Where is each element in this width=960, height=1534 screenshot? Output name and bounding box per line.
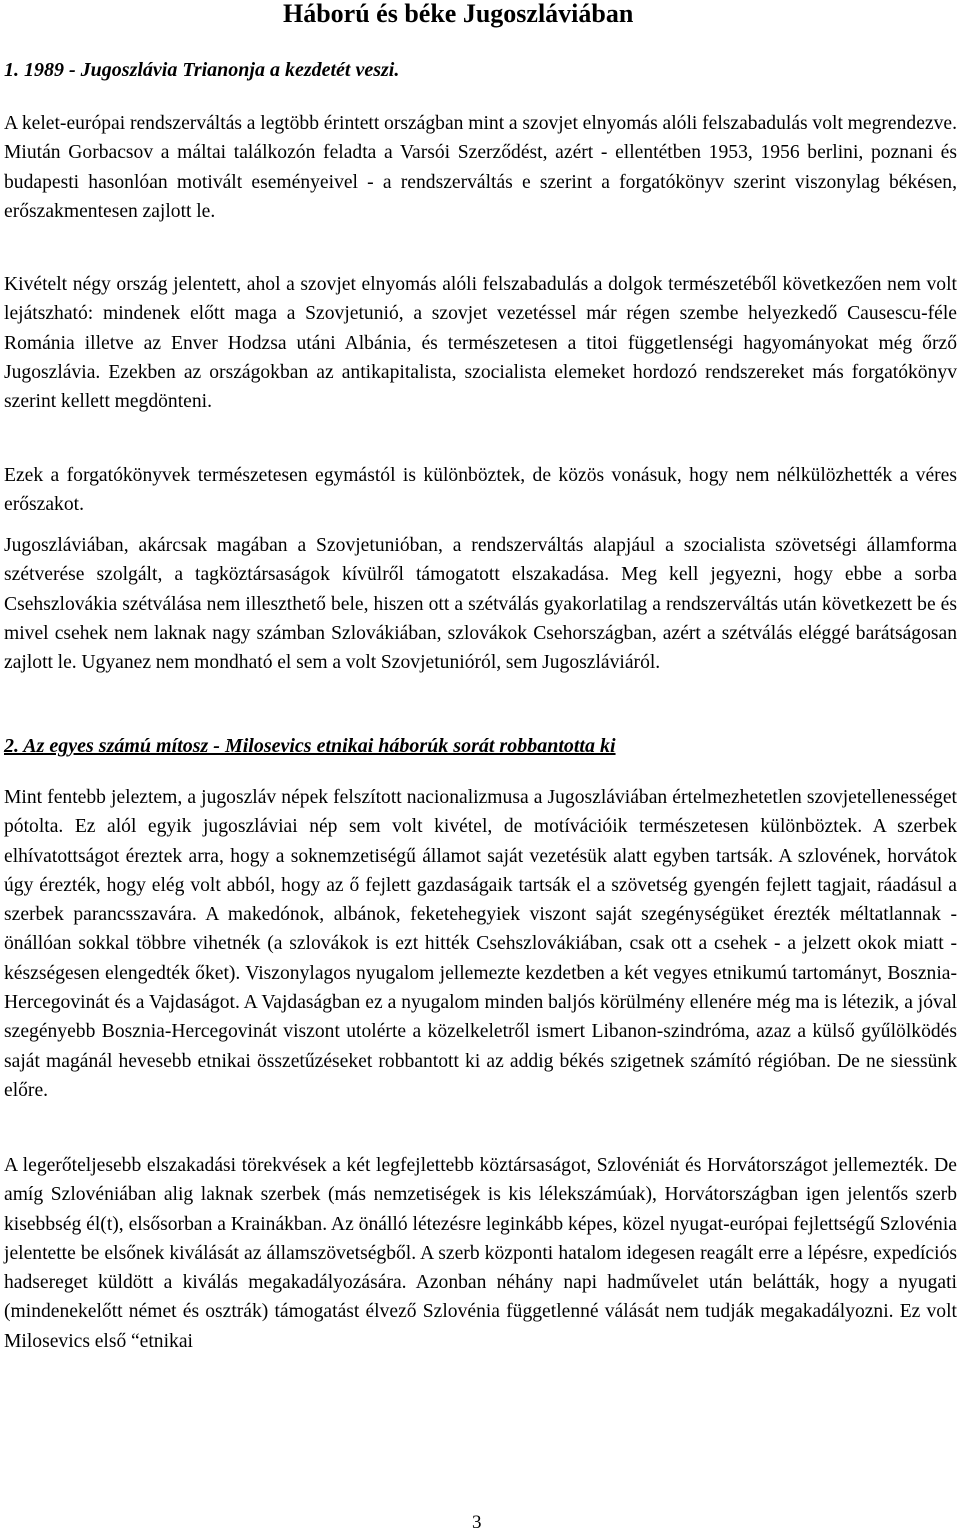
section-heading-1: 1. 1989 - Jugoszlávia Trianonja a kezdetét veszi. — [4, 59, 400, 81]
page-number: 3 — [472, 1512, 482, 1533]
paragraph: Mint fentebb jeleztem, a jugoszláv népek felszított nacionalizmusa a Jugoszláviában értelmezhetetlen szovjetellenességet pótolta. Ez alól egyik jugoszláviai nép sem volt kivétel, de motívációik természetesen különböztek. A szerbek elhívatottságot éreztek arra, hogy a soknemzetiségű államot saját vezetésük alatt egyben tartsák. A szlovének, horvátok úgy érezték, hogy elég volt abból, hogy az ő fejlett gazdaságaik tartsák el a szövetség gyengén fejlett tagjait, ráadásul a szerbek parancsszavára. A makedónok, albánok, feketehegyiek viszont saját szegénységüket érezték méltatlannak - önállóan sokkal többre vihetnék (a szlovákok is ezt hitték Csehszlovákiában, csak ott a csehek - a jelzett okok miatt - készségesen elengedték őket). Viszonylagos nyugalom jellemezte kezdetben a két vegyes etnikumú tartományt, Bosznia-Hercegovinát és a Vajdaságot. A Vajdaságban ez a nyugalom minden baljós körülmény ellenére még ma is létezik, a jóval szegényebb Bosznia-Hercegovinát viszont utolérte a közelkeletről ismert Libanon-szindróma, azaz a külső gyűlölködés saját magánál hevesebb etnikai összetűzéseket robbantott ki az addig békés szigetnek számító régióban. De ne siessünk előre. — [4, 787, 957, 1101]
paragraph: Kivételt négy ország jelentett, ahol a szovjet elnyomás alóli felszabadulás a dolgok természetéből következően nem volt lejátszható: mindenek előtt maga a Szovjetunió, a szovjet vezetéssel már régen szembe helyezkedő Causescu-féle Románia illetve az Enver Hodzsa utáni Albánia, és természetesen a titoi függetlenségi hagyományokat még őrző Jugoszlávia. Ezekben az országokban az antikapitalista, szocialista elemeket hordozó rendszereket más forgatókönyv szerint kellett megdönteni. — [4, 274, 957, 413]
paragraph: A legerőteljesebb elszakadási törekvések a két legfejlettebb köztársaságot, Szlovéniát és Horvátországot jellemezték. De amíg Szlovéniában alig laknak szerbek (más nemzetiségek is kis lélekszámúak), Horvátországban igen jelentős szerb kisebbség él(t), elsősorban a Krainákban. Az önálló létezésre leginkább képes, közel nyugat-európai fejlettségű Szlovénia jelentette be elsőnek kiválását az államszövetségből. A szerb központi hatalom idegesen reagált erre a lépésre, expedíciós hadsereget küldött a kiválás megakadályozására. Azonban néhány napi hadművelet után belátták, hogy a nyugati (mindenekelőtt német és osztrák) támogatást élvező Szlovénia függetlenné válását nem tudják megakadályozni. Ez volt Milosevics első “etnikai — [4, 1155, 957, 1352]
paragraph: Jugoszláviában, akárcsak magában a Szovjetunióban, a rendszerváltás alapjául a szocialista szövetségi államforma szétverése szolgált, a tagköztársaságok kívülről támogatott elszakadása. Meg kell jegyezni, hogy ebbe a sorba Csehszlovákia szétválása nem illeszthető bele, hiszen ott a szétválás gyakorlatilag a rendszerváltás után következett be és mivel csehek nem laknak nagy számban Szlovákiában, szlovákok Csehországban, azért a szétválás eléggé barátságosan zajlott le. Ugyanez nem mondható el sem a volt Szovjetunióról, sem Jugoszláviáról. — [4, 535, 957, 674]
document-title: Háború és béke Jugoszláviában — [283, 0, 634, 28]
section-heading-2: 2. Az egyes számú mítosz - Milosevics etnikai háborúk sorát robbantotta ki — [4, 735, 616, 757]
paragraph: Ezek a forgatókönyvek természetesen egymástól is különböztek, de közös vonásuk, hogy nem nélkülözhették a véres erőszakot. — [4, 465, 957, 516]
paragraph: A kelet-európai rendszerváltás a legtöbb érintett országban mint a szovjet elnyomás alóli felszabadulás volt megrendezve. Miután Gorbacsov a máltai találkozón feladta a Varsói Szerződést, azért - ellentétben 1953, 1956 berlini, poznani és budapesti hasonlóan motivált eseményeivel - a rendszerváltás e szerint a forgatókönyv szerint viszonylag békésen, erőszakmentesen zajlott le. — [4, 113, 957, 222]
